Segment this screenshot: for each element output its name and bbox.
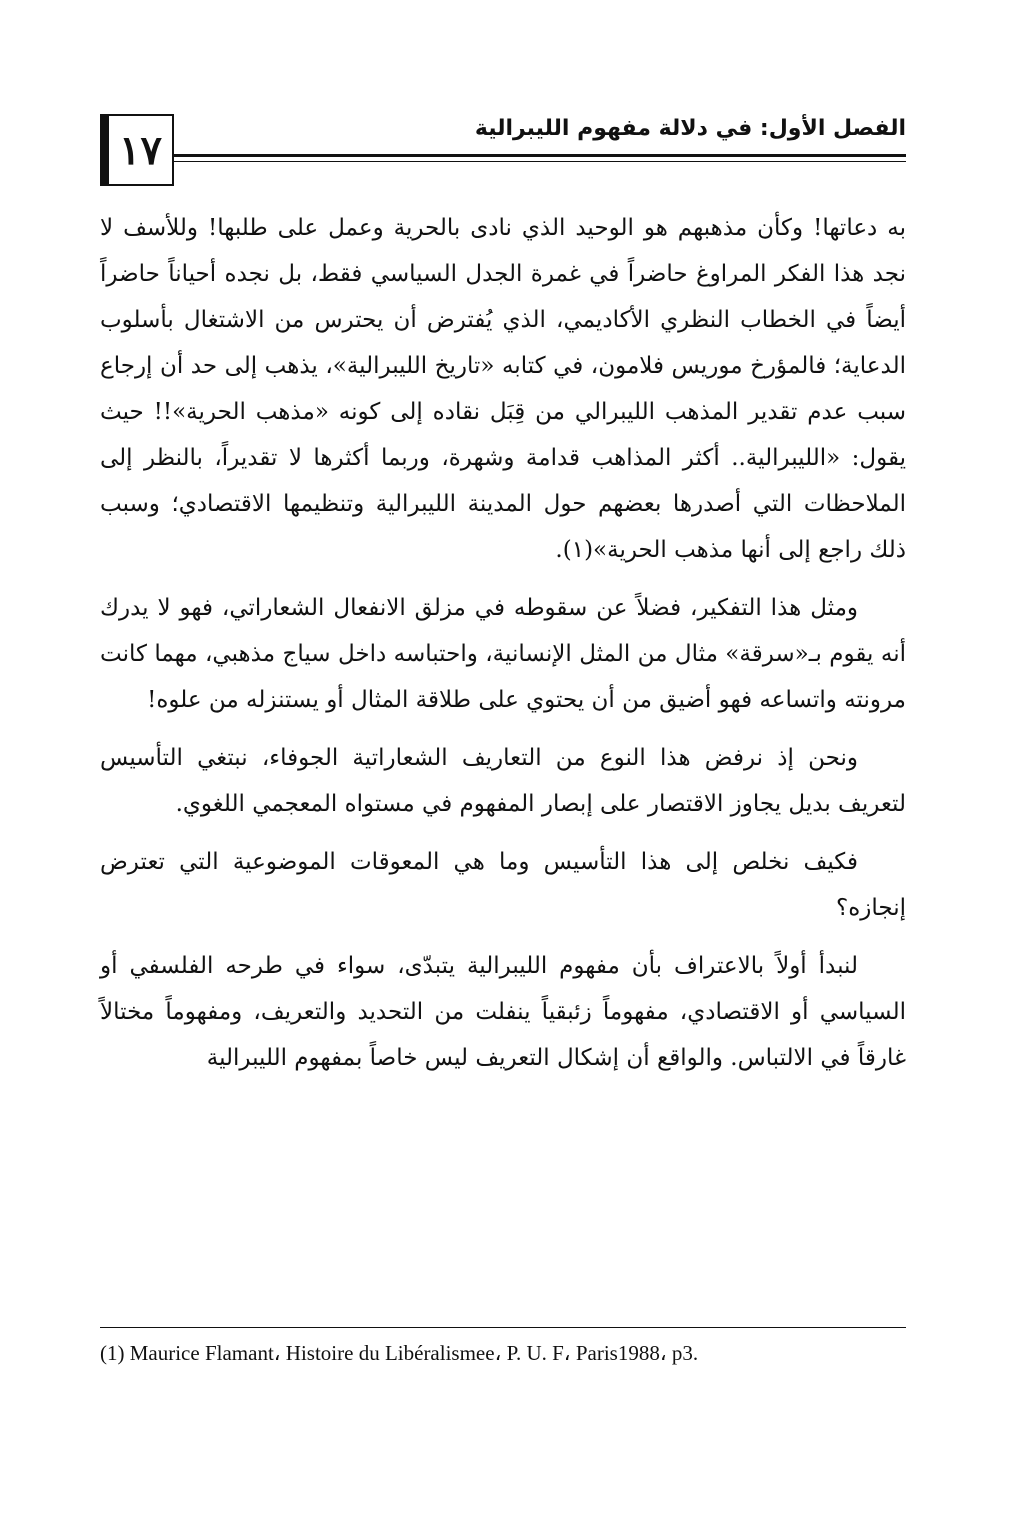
header-rule-thin [174,161,906,162]
body-text [100,205,906,1093]
paragraph: فكيف نخلص إلى هذا التأسيس وما هي المعوقات الموضوعية التي تعترض إنجازه؟ [100,849,906,921]
footnote-rule [100,1327,906,1328]
paragraph: به دعاتها! وكأن مذهبهم هو الوحيد الذي نادى بالحرية وعمل على طلبها! وللأسف لا نجد هذا الفكر المراوغ حاضراً في غمرة الجدل السياسي فقط، بل نجده أحياناً حاضراً أيضاً في الخطاب النظري الأكاديمي، الذي يُفترض أن يحترس من الاشتغال بأسلوب الدعاية؛ فالمؤرخ موريس فلامون، في كتابه «تاريخ الليبرالية»، يذهب إلى حد أن إرجاع سبب عدم تقدير المذهب الليبرالي من قِبَل نقاده إلى كونه «مذهب الحرية»!! حيث يقول: «الليبرالية.. أكثر المذاهب قدامة وشهرة، وربما أكثرها لا تقديراً، بالنظر إلى الملاحظات التي أصدرها بعضهم حول المدينة الليبرالية وتنظيمها الاقتصادي؛ وسبب ذلك راجع إلى أنها مذهب الحرية»(١). [100,215,906,563]
chapter-title: الفصل الأول: في دلالة مفهوم الليبرالية [474,116,906,141]
page-number: ١٧ [100,114,174,186]
paragraph: لنبدأ أولاً بالاعتراف بأن مفهوم الليبرالية يتبدّى، سواء في طرحه الفلسفي أو السياسي أو الاقتصادي، مفهوماً زئبقياً ينفلت من التحديد والتعريف، ومفهوماً مختالاً غارقاً في الالتباس. والواقع أن إشكال التعريف ليس خاصاً بمفهوم الليبرالية [100,953,906,1071]
footnote: (1) Maurice Flamant، Histoire du Libéralismee، P. U. F، Paris1988، p3. [100,1341,699,1365]
header-rule [174,154,906,157]
page-header [100,108,906,192]
paragraph: ومثل هذا التفكير، فضلاً عن سقوطه في مزلق الانفعال الشعاراتي، فهو لا يدرك أنه يقوم بـ«سرقة» مثال من المثل الإنسانية، واحتباسه داخل سياج مذهبي، مهما كانت مرونته واتساعه فهو أضيق من أن يحتوي على طلاقة المثال أو يستنزله من علوه! [100,595,906,713]
paragraph: ونحن إذ نرفض هذا النوع من التعاريف الشعاراتية الجوفاء، نبتغي التأسيس لتعريف بديل يجاوز الاقتصار على إبصار المفهوم في مستواه المعجمي اللغوي. [100,745,906,817]
